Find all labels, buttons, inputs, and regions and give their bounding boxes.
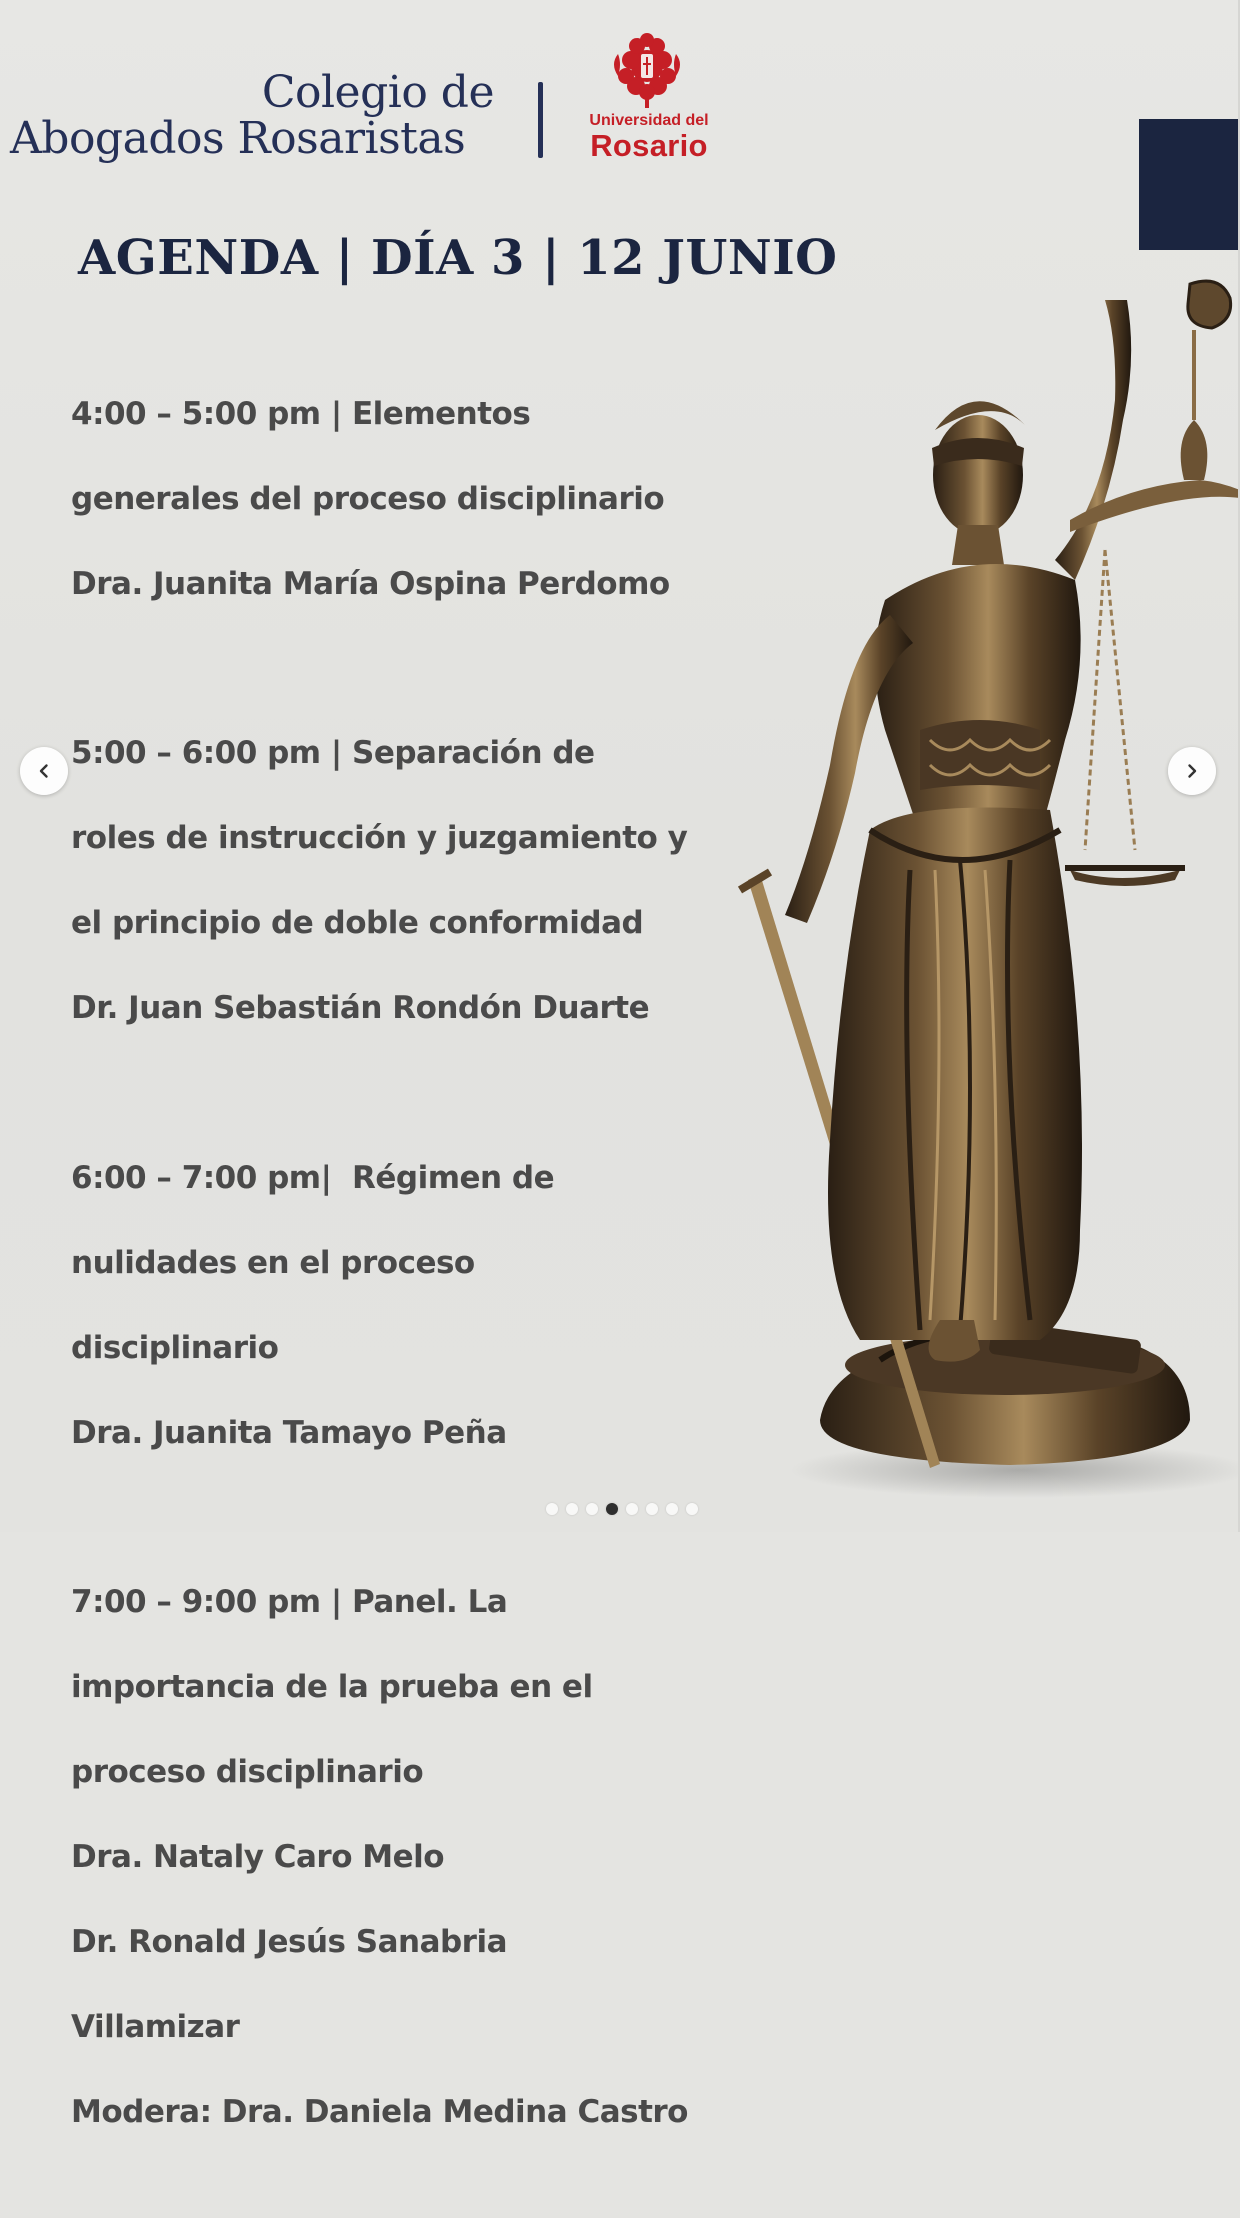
logo-divider (538, 82, 543, 158)
org-name-line2: Abogados Rosaristas (10, 113, 466, 164)
carousel-dot[interactable] (626, 1503, 638, 1515)
carousel-prev-button[interactable] (20, 747, 68, 795)
agenda-item-speaker: Dra. Juanita María Ospina Perdomo (71, 565, 670, 602)
agenda-item (71, 690, 761, 1073)
agenda-item-topic: roles de instrucción y juzgamiento y (71, 820, 688, 856)
agenda-item (71, 1539, 761, 2177)
university-name-small: Universidad del (589, 112, 709, 129)
lady-justice-statue-image (720, 270, 1240, 1500)
agenda-item-topic: proceso disciplinario (71, 1754, 424, 1790)
carousel-dot[interactable] (686, 1503, 698, 1515)
carousel-next-button[interactable] (1168, 747, 1216, 795)
org-logo-text (10, 67, 500, 164)
agenda-item-topic: generales del proceso disciplinario (71, 480, 665, 517)
agenda-item-speaker: Dr. Juan Sebastián Rondón Duarte (71, 990, 650, 1026)
agenda-item-topic: nulidades en el proceso (71, 1244, 475, 1281)
agenda-item (71, 350, 761, 648)
agenda-item (71, 1114, 761, 1497)
carousel-dot[interactable] (646, 1503, 658, 1515)
university-crest-icon (604, 30, 690, 110)
agenda-item-moderator: Modera: Dra. Daniela Medina Castro (71, 2094, 688, 2130)
agenda-item-speaker: Dra. Juanita Tamayo Peña (71, 1414, 507, 1451)
agenda-item-time-topic: 7:00 – 9:00 pm | Panel. La (71, 1584, 508, 1620)
agenda-item-time-topic: 4:00 – 5:00 pm | Elementos (71, 395, 531, 432)
agenda-item-speaker: Dra. Nataly Caro Melo (71, 1839, 445, 1875)
agenda-item-time-topic: 5:00 – 6:00 pm | Separación de (71, 735, 595, 771)
chevron-right-icon (1183, 762, 1201, 780)
carousel-dot[interactable] (546, 1503, 558, 1515)
agenda-item-topic: disciplinario (71, 1329, 279, 1366)
carousel-dot[interactable] (566, 1503, 578, 1515)
org-name-line1: Colegio de (261, 67, 494, 118)
agenda-title: AGENDA | DÍA 3 | 12 JUNIO (78, 230, 838, 286)
carousel-pagination (0, 1503, 1240, 1515)
agenda-item-topic: el principio de doble conformidad (71, 905, 644, 941)
chevron-left-icon (35, 762, 53, 780)
university-name-big: Rosario (590, 128, 708, 163)
decorative-navy-block (1139, 119, 1240, 250)
carousel-dot[interactable] (586, 1503, 598, 1515)
carousel-dot[interactable] (666, 1503, 678, 1515)
carousel-dot[interactable] (606, 1503, 618, 1515)
agenda-list (71, 350, 761, 2218)
agenda-item-time-topic: 6:00 – 7:00 pm| Régimen de (71, 1159, 555, 1196)
agenda-item-speaker: Dr. Ronald Jesús Sanabria (71, 1924, 508, 1960)
agenda-item-topic: importancia de la prueba en el (71, 1669, 593, 1705)
agenda-item-speaker: Villamizar (71, 2009, 240, 2045)
